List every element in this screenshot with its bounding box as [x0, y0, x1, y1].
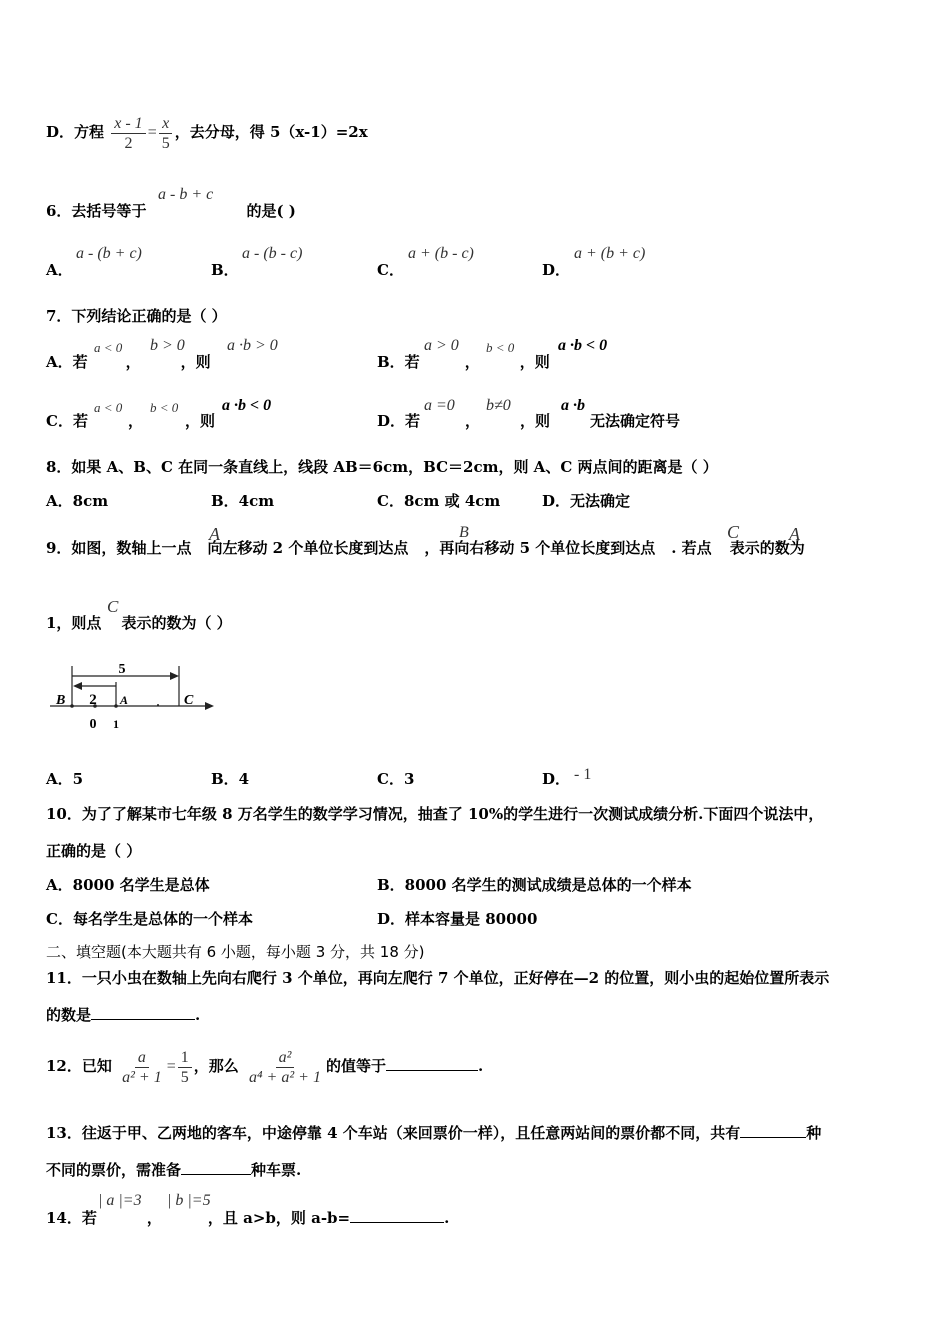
- q13-answer-blank-1[interactable]: [740, 1123, 806, 1138]
- q9-point-c: C: [727, 522, 740, 542]
- q14-stem: 14．若 ， ，且 a>b，则 a-b= .: [46, 1209, 450, 1227]
- q10-option-c[interactable]: C．每名学生是总体的一个样本: [46, 910, 253, 928]
- q10-option-d[interactable]: D．样本容量是 80000: [377, 910, 538, 928]
- q13-stem-line2: 不同的票价，需准备 种车票.: [46, 1161, 302, 1179]
- q14-answer-blank[interactable]: [350, 1208, 444, 1223]
- q7-option-c[interactable]: C．若 ， ，则: [46, 412, 215, 430]
- q5-option-d: D．方程 $\frac{x - 1}{2}$ = $\frac{x}{5}$ ，去分母，得 5（x-1）=2x: [46, 114, 368, 152]
- q10-stem-line2: 正确的是（ ）: [46, 842, 142, 860]
- q10-stem-line1: 10．为了了解某市七年级 8 万名学生的数学学习情况，抽查了 10%的学生进行一次测试成绩分析.下面四个说法中，: [46, 805, 824, 823]
- q7-option-b[interactable]: B．若 ， ，则: [377, 353, 550, 371]
- q9-point-a: A: [209, 524, 220, 544]
- q6-option-a-expr: a - (b + c): [76, 245, 142, 262]
- q12-fraction-1: $\frac{a}{\text{a² + 1}}$: [122, 1048, 162, 1086]
- q14-abs-a: | a |=3: [98, 1192, 142, 1209]
- number-line-figure: [44, 658, 224, 738]
- q7-d-result: a ·b: [561, 397, 585, 414]
- section-2-heading: 二、填空题(本大题共有 6 小题，每小题 3 分，共 18 分): [46, 943, 425, 961]
- q6-option-c-expr: a + (b - c): [408, 245, 474, 262]
- fig-label-a: A: [120, 693, 129, 707]
- q12-answer-blank[interactable]: [386, 1056, 478, 1071]
- q6-option-d-expr: a + (b + c): [574, 245, 646, 262]
- q12-fraction-3: $\frac{\text{a²}}{\text{a⁴ + a² + 1}}$: [248, 1048, 321, 1086]
- q9-point-a2: A: [789, 524, 800, 544]
- q7-c-cond2: b < 0: [150, 400, 179, 415]
- q13-answer-blank-2[interactable]: [181, 1160, 251, 1175]
- q6-option-d[interactable]: D．: [542, 261, 571, 279]
- q9-option-b[interactable]: B．4: [211, 770, 250, 788]
- q10-option-b[interactable]: B．8000 名学生的测试成绩是总体的一个样本: [377, 876, 692, 894]
- q9-option-a[interactable]: A．5: [46, 770, 84, 788]
- fig-label-5: 5: [118, 662, 126, 677]
- q9-option-c[interactable]: C．3: [377, 770, 415, 788]
- q7-b-cond2: b < 0: [486, 340, 515, 355]
- fig-label-c: C: [184, 693, 194, 708]
- q9-point-b: B: [459, 524, 469, 541]
- fig-label-2: 2: [89, 692, 97, 708]
- q6-option-b[interactable]: B．: [211, 261, 239, 279]
- q6-stem: 6．去括号等于 的是( ): [46, 202, 296, 220]
- q11-stem-line2: 的数是 .: [46, 1006, 201, 1024]
- q8-option-d[interactable]: D．无法确定: [542, 492, 631, 510]
- q7-a-result: a ·b > 0: [227, 337, 278, 354]
- q13-stem-line1: 13．往返于甲、乙两地的客车，中途停靠 4 个车站（来回票价一样），且任意两站间的票价都不同，共有 种: [46, 1124, 822, 1142]
- q9-stem-line2: 1，则点 表示的数为（ ）: [46, 614, 232, 632]
- q6-expression: a - b + c: [158, 186, 214, 203]
- q9-option-d[interactable]: D．: [542, 770, 571, 788]
- q9-stem-line1: 9．如图，数轴上一点 向左移动 2 个单位长度到达点 ，再向右移动 5 个单位长度到达点 . 若点 表示的数为: [46, 539, 805, 557]
- q7-c-result: a ·b < 0: [222, 397, 272, 414]
- q8-stem: 8．如果 A、B、C 在同一条直线上，线段 AB＝6cm，BC＝2cm，则 A、C 两点间的距离是（ ）: [46, 458, 718, 476]
- q7-option-a[interactable]: A．若 ， ，则: [46, 353, 211, 371]
- q8-option-a[interactable]: A．8cm: [46, 492, 109, 510]
- q11-stem-line1: 11．一只小虫在数轴上先向右爬行 3 个单位，再向左爬行 7 个单位，正好停在—2 的位置，则小虫的起始位置所表示: [46, 969, 830, 987]
- fig-tick-1: 1: [113, 717, 119, 731]
- q9-option-d-value: - 1: [574, 766, 592, 783]
- q6-option-a[interactable]: A．: [46, 261, 73, 279]
- q7-b-result: a ·b < 0: [558, 337, 608, 354]
- q12-fraction-2: $\frac{1}{5}$: [178, 1048, 192, 1087]
- q14-abs-b: | b |=5: [167, 1192, 211, 1209]
- q7-c-cond1: a < 0: [94, 400, 123, 415]
- q7-a-cond2: b > 0: [150, 337, 185, 354]
- q7-d-cond2: b≠0: [486, 397, 511, 414]
- q6-option-b-expr: a - (b - c): [242, 245, 303, 262]
- q8-option-c[interactable]: C．8cm 或 4cm: [377, 492, 501, 510]
- q12-stem: 12．已知 $\frac{a}{\text{a² + 1}}$ = $\frac{1}{5}$ ，那么 $\frac{\text{a²}}{\text{a⁴ + a² + 1}}$ 的值等于 .: [46, 1048, 484, 1086]
- fraction-left: $\frac{x - 1}{2}$: [111, 114, 145, 153]
- q7-stem: 7．下列结论正确的是（ ）: [46, 307, 227, 325]
- q7-option-d[interactable]: D．若 ， ，则 无法确定符号: [377, 412, 681, 430]
- q11-answer-blank[interactable]: [91, 1005, 195, 1020]
- q10-option-a[interactable]: A．8000 名学生是总体: [46, 876, 210, 894]
- q8-option-b[interactable]: B．4cm: [211, 492, 275, 510]
- q6-option-c[interactable]: C．: [377, 261, 404, 279]
- q9-point-c2: C: [107, 597, 119, 616]
- q7-b-cond1: a > 0: [424, 337, 459, 354]
- fig-tick-0: 0: [89, 717, 97, 732]
- fig-label-b: B: [56, 693, 66, 708]
- fraction-right: $\frac{x}{5}$: [159, 114, 173, 153]
- q7-d-cond1: a =0: [424, 397, 455, 414]
- q7-a-cond1: a < 0: [94, 340, 123, 355]
